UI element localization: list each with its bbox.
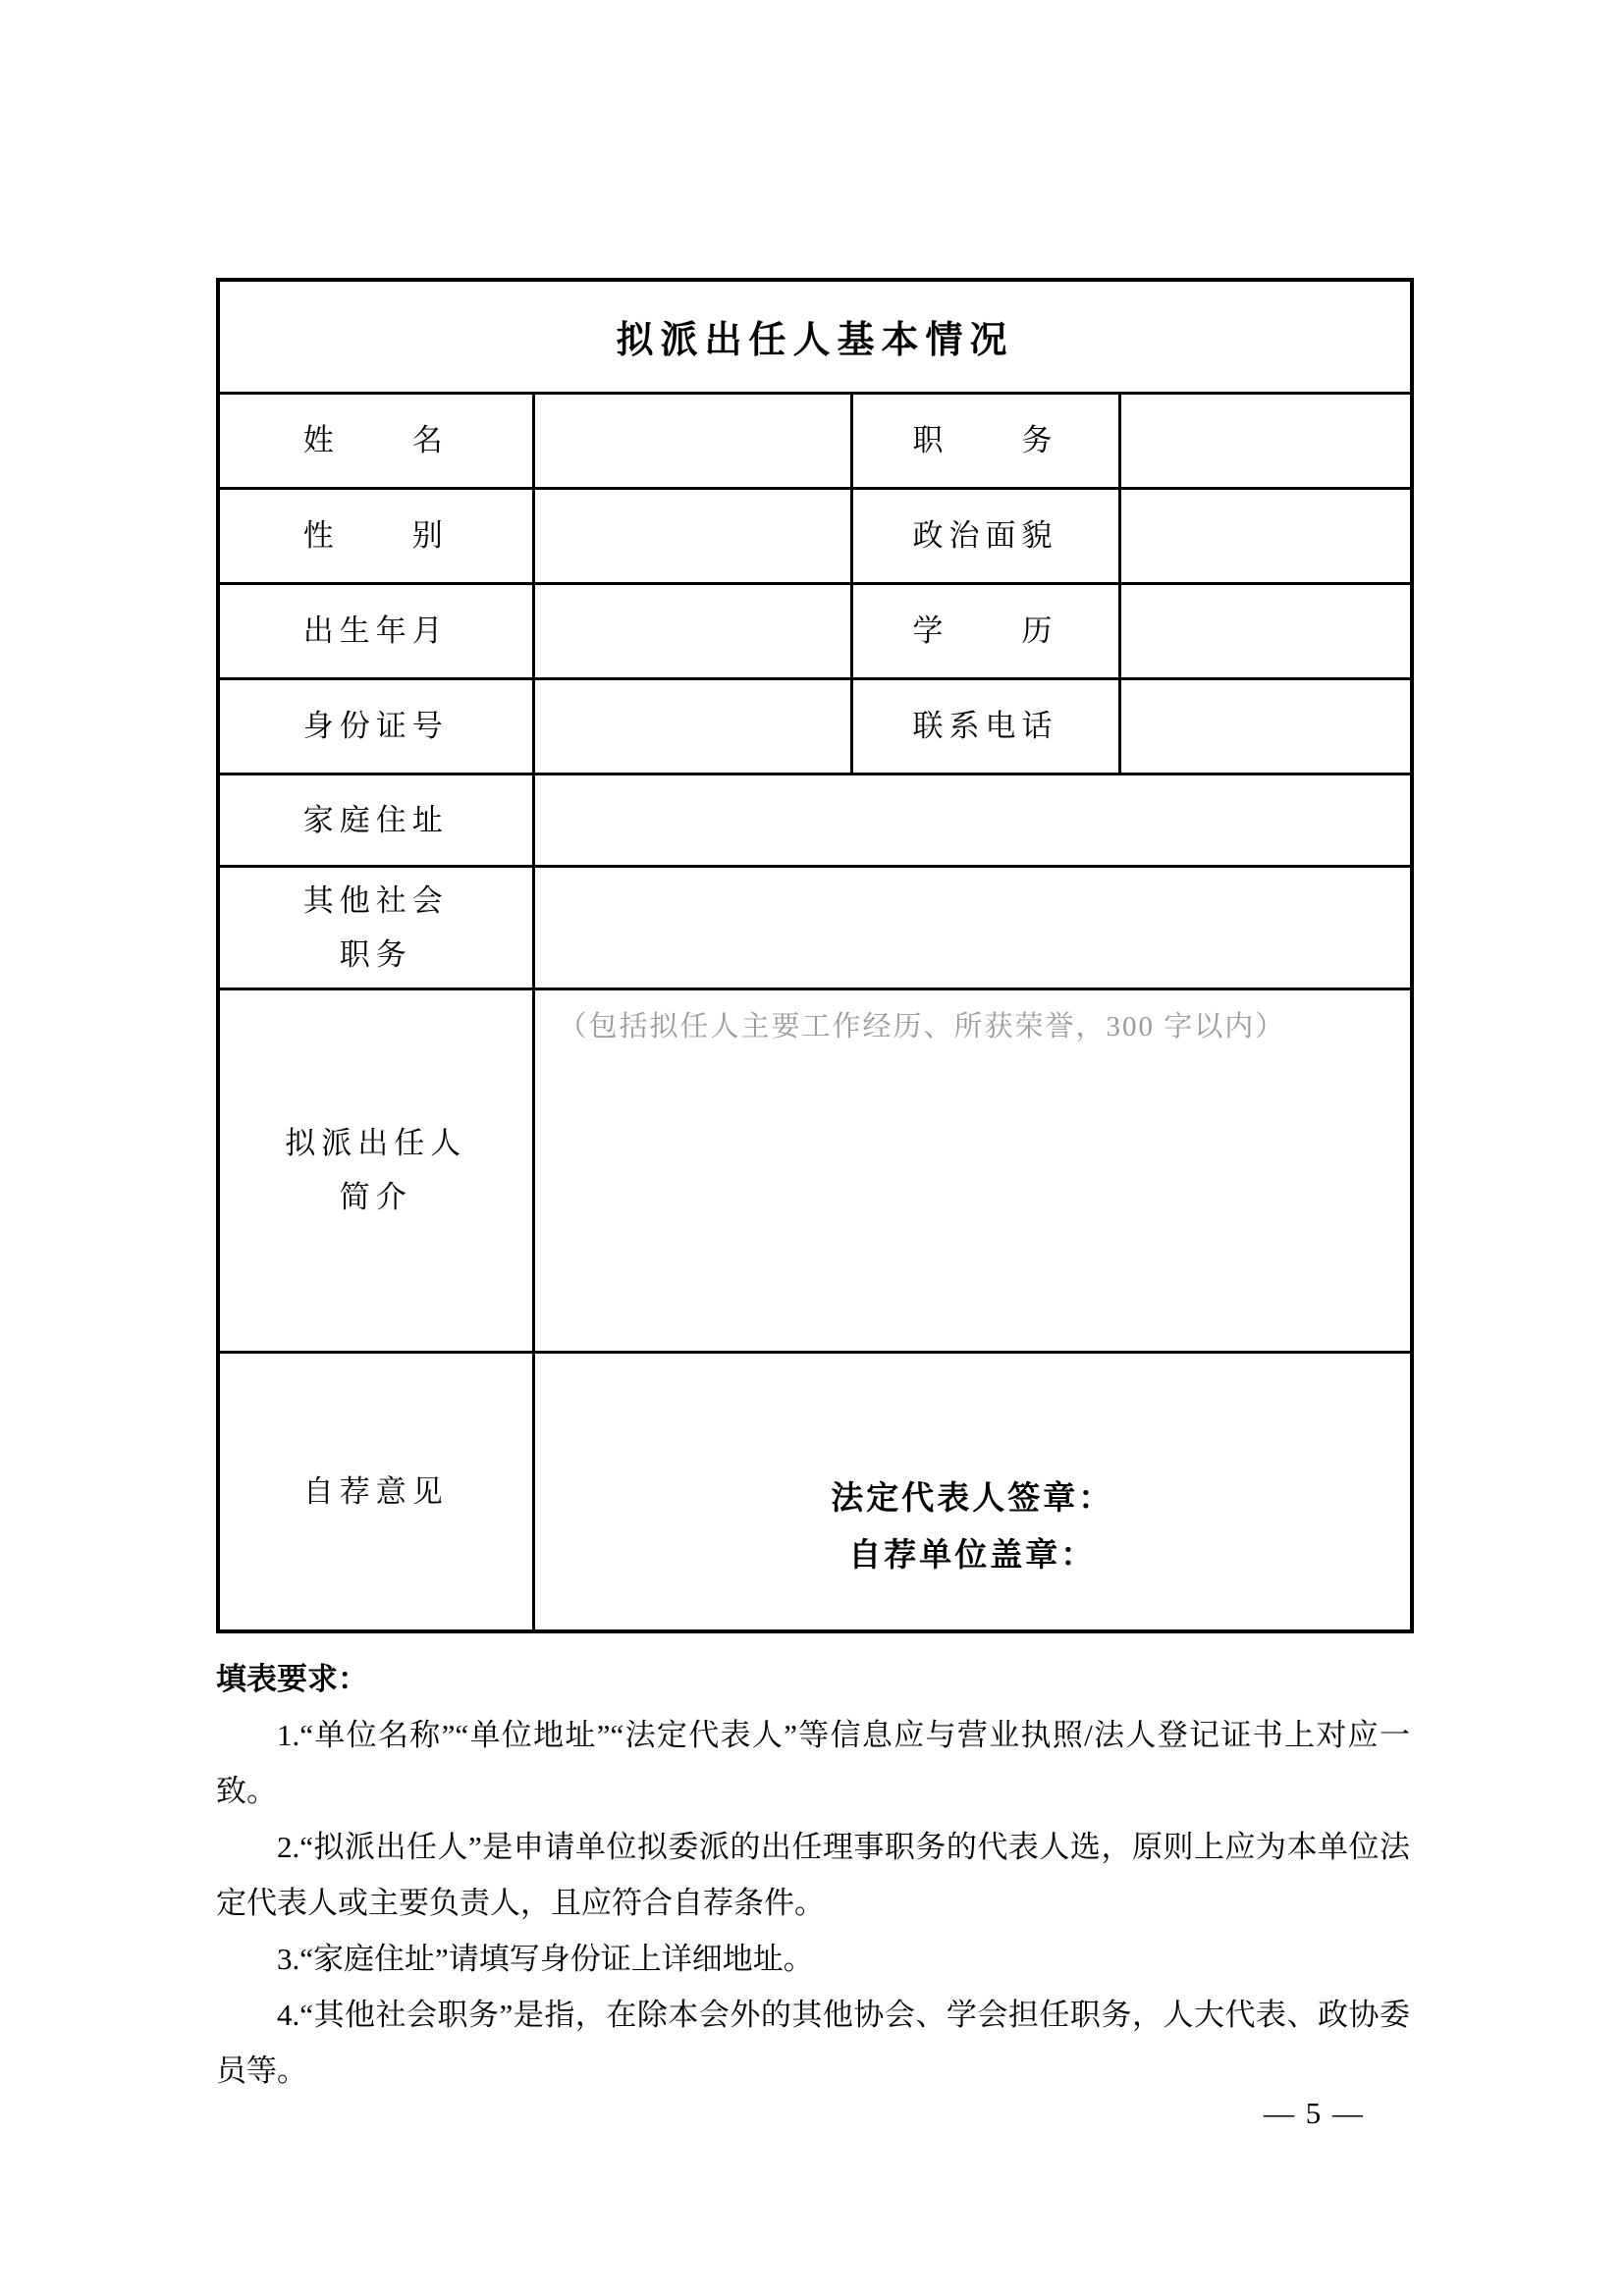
home-address-label: 家庭住址 <box>218 774 533 866</box>
filling-instructions-heading: 填表要求： <box>216 1662 368 1696</box>
birth-date-label: 出生年月 <box>218 583 533 678</box>
recommending-unit-seal-label: 自荐单位盖章： <box>848 1538 1097 1574</box>
birth-date-value-cell[interactable] <box>533 583 851 678</box>
filling-instructions <box>216 1651 1410 2099</box>
education-value-cell[interactable] <box>1119 583 1412 678</box>
legal-representative-signature-label: 法定代表人签章： <box>831 1481 1114 1517</box>
phone-value-cell[interactable] <box>1119 678 1412 774</box>
profile-placeholder-text: （包括拟任人主要工作经历、所获荣誉，300 字以内） <box>558 1010 1286 1042</box>
profile-value-cell[interactable] <box>533 988 1412 1352</box>
id-number-value-cell[interactable] <box>533 678 851 774</box>
other-social-positions-label-line1: 其他社会 <box>302 882 449 918</box>
table-title-row <box>218 280 1412 393</box>
table-row <box>218 678 1412 774</box>
table-row <box>218 583 1412 678</box>
table-title: 拟派出任人基本情况 <box>218 280 1412 393</box>
candidate-info-table <box>216 278 1414 1633</box>
instruction-item-4: 4.“其他社会职务”是指，在除本会外的其他协会、学会担任职务，人大代表、政协委员等。 <box>216 1998 1410 2088</box>
profile-label-line1: 拟派出任人 <box>285 1126 467 1160</box>
position-label: 职 务 <box>851 393 1119 488</box>
position-value-cell[interactable] <box>1119 393 1412 488</box>
table-row <box>218 774 1412 866</box>
other-social-positions-value-cell[interactable] <box>533 866 1412 988</box>
gender-value-cell[interactable] <box>533 488 851 583</box>
table-row <box>218 1352 1412 1631</box>
phone-label: 联系电话 <box>851 678 1119 774</box>
table-row <box>218 988 1412 1352</box>
name-value-cell[interactable] <box>533 393 851 488</box>
profile-label <box>218 988 533 1352</box>
id-number-label: 身份证号 <box>218 678 533 774</box>
other-social-positions-label-line2: 职务 <box>339 936 412 972</box>
recommendation-label: 自荐意见 <box>218 1352 533 1631</box>
other-social-positions-label <box>218 866 533 988</box>
political-status-value-cell[interactable] <box>1119 488 1412 583</box>
home-address-value-cell[interactable] <box>533 774 1412 866</box>
name-label: 姓 名 <box>218 393 533 488</box>
instruction-item-3: 3.“家庭住址”请填写身份证上详细地址。 <box>277 1942 814 1976</box>
signature-block <box>535 1470 1411 1629</box>
education-label: 学 历 <box>851 583 1119 678</box>
political-status-label: 政治面貌 <box>851 488 1119 583</box>
instruction-item-2: 2.“拟派出任人”是申请单位拟委派的出任理事职务的代表人选，原则上应为本单位法定代表人或主要负责人，且应符合自荐条件。 <box>216 1830 1410 1920</box>
table-row <box>218 866 1412 988</box>
instruction-item-1: 1.“单位名称”“单位地址”“法定代表人”等信息应与营业执照/法人登记证书上对应一致。 <box>216 1718 1410 1808</box>
gender-label: 性 别 <box>218 488 533 583</box>
profile-label-line2: 简介 <box>339 1180 412 1214</box>
recommendation-value-cell[interactable] <box>533 1352 1412 1631</box>
page-number: — 5 — <box>1264 2096 1365 2130</box>
table-row <box>218 488 1412 583</box>
table-row <box>218 393 1412 488</box>
